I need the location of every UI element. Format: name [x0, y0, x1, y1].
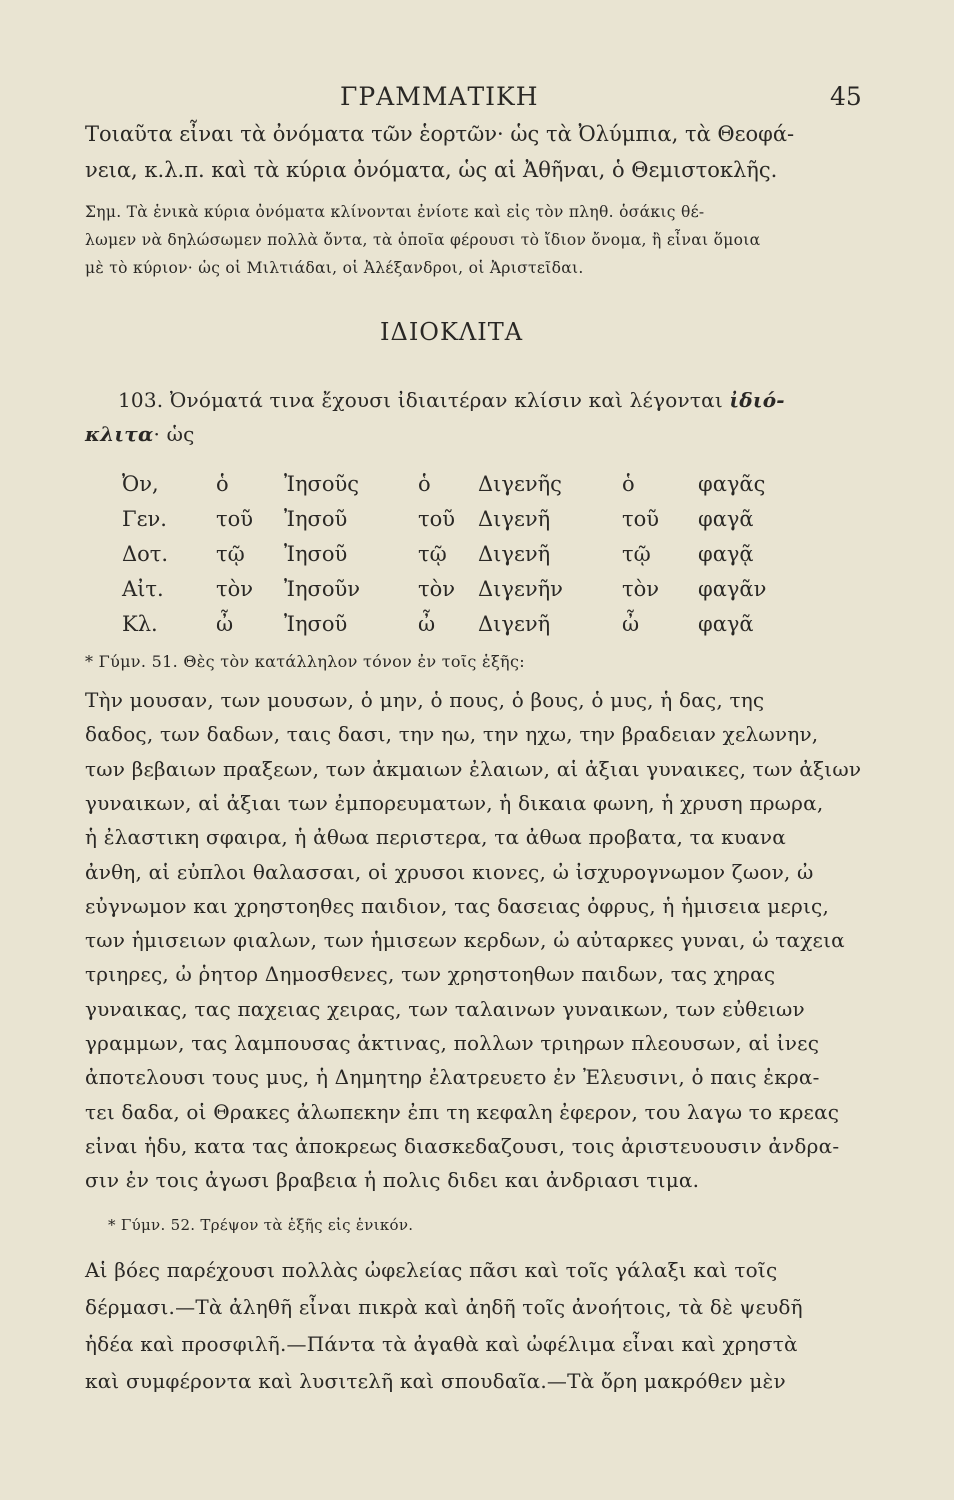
- table-cell: φαγᾶς: [698, 472, 766, 496]
- exercise-51-line: γυναικας, τας παχειας χειρας, των ταλαινων γυναικων, των εὐθειων: [85, 996, 805, 1021]
- exercise-51-line: ἀποτελουσι τους μυς, ἡ Δημητηρ ἐλατρευετο ἐν Ἐλευσινι, ὁ παις ἐκρα-: [85, 1065, 820, 1090]
- running-title: ΓΡΑΜΜΑΤΙΚΗ: [340, 82, 539, 111]
- table-cell: φαγᾶ: [698, 507, 754, 531]
- table-cell: Διγενῆ: [478, 612, 551, 636]
- table-cell: ὁ: [418, 472, 431, 496]
- table-cell: ὁ: [216, 472, 229, 496]
- table-cell: φαγᾷ: [698, 542, 754, 566]
- table-cell: Ἰησοῦς: [284, 472, 360, 496]
- note-line: μὲ τὸ κύριον· ὡς οἱ Μιλτιάδαι, οἱ Ἀλέξανδροι, οἱ Ἀριστεῖδαι.: [85, 259, 584, 277]
- exercise-51-line: εὐγνωμον και χρηστοηθες παιδιον, τας δασειας ὀφρυς, ἡ ἡμισεια μερις,: [85, 893, 830, 918]
- table-cell: Δοτ.: [122, 542, 169, 566]
- table-cell: φαγᾶν: [698, 577, 767, 601]
- note-line: Σημ. Τὰ ἑνικὰ κύρια ὀνόματα κλίνονται ἐνίοτε καὶ εἰς τὸν πληθ. ὁσάκις θέ-: [85, 203, 705, 221]
- table-cell: Ἰησοῦ: [284, 612, 348, 636]
- exercise-52-label: * Γύμν. 52. Τρέψον τὰ ἑξῆς εἰς ἑνικόν.: [108, 1216, 414, 1234]
- table-cell: Ἰησοῦ: [284, 507, 348, 531]
- table-cell: Διγενῆς: [478, 472, 562, 496]
- table-cell: Ἰησοῦν: [284, 577, 361, 601]
- exercise-51-line: γυναικων, αἱ ἀξιαι των ἐμπορευματων, ἡ δικαια φωνη, ἡ χρυση πρωρα,: [85, 790, 824, 815]
- table-row: [122, 577, 818, 612]
- paragraph-103-text: · ὡς: [153, 422, 195, 446]
- exercise-51-line: των ἡμισειων φιαλων, των ἡμισεων κερδων, ὠ αὐταρκες γυναι, ὠ ταχεια: [85, 928, 845, 953]
- table-cell: Ὀν,: [122, 472, 159, 496]
- exercise-51-line: τει δαδα, οἱ Θρακες ἀλωπεκην ἐπι τη κεφαλη ἐφερον, του λαγω το κρεας: [85, 1099, 840, 1124]
- table-row: [122, 507, 818, 542]
- intro-line: νεια, κ.λ.π. καὶ τὰ κύρια ὀνόματα, ὡς αἱ Ἀθῆναι, ὁ Θεμιστοκλῆς.: [85, 158, 778, 182]
- exercise-51-line: των βεβαιων πραξεων, των ἀκμαιων ἐλαιων, αἱ ἀξιαι γυναικες, των ἀξιων: [85, 756, 862, 781]
- table-cell: Γεν.: [122, 507, 167, 531]
- final-line: ἡδέα καὶ προσφιλῆ.—Πάντα τὰ ἀγαθὰ καὶ ὠφέλιμα εἶναι καὶ χρηστὰ: [85, 1332, 798, 1356]
- exercise-51-line: γραμμων, τας λαμπουσας ἀκτινας, πολλων τριηρων πλεουσων, αἱ ἰνες: [85, 1031, 820, 1055]
- final-line: καὶ συμφέροντα καὶ λυσιτελῆ καὶ σπουδαῖα.—Τὰ ὄρη μακρόθεν μὲν: [85, 1369, 786, 1393]
- paragraph-103-italic-term: κλιτα: [85, 422, 154, 446]
- table-cell: τὸν: [622, 577, 660, 601]
- table-cell: τῷ: [216, 542, 245, 566]
- table-cell: τοῦ: [622, 507, 660, 531]
- table-cell: Διγενῆ: [478, 507, 551, 531]
- table-cell: τοῦ: [418, 507, 456, 531]
- page-number: 45: [830, 82, 862, 111]
- table-cell: Κλ.: [122, 612, 158, 636]
- table-row: [122, 612, 818, 647]
- table-cell: Διγενῆν: [478, 577, 563, 601]
- exercise-51-line: τριηρες, ὠ ῥητορ Δημοσθενες, των χρηστοηθων παιδων, τας χηρας: [85, 962, 776, 987]
- exercise-51-label: * Γύμν. 51. Θὲς τὸν κατάλληλον τόνον ἐν τοῖς ἑξῆς:: [85, 652, 525, 671]
- table-cell: τοῦ: [216, 507, 254, 531]
- declension-table: [122, 472, 818, 647]
- exercise-51-line: ἀνθη, αἱ εὐπλοι θαλασσαι, οἱ χρυσοι κιονες, ὠ ἰσχυρογνωμον ζωον, ὠ: [85, 859, 814, 884]
- note-line: λωμεν νὰ δηλώσωμεν πολλὰ ὄντα, τὰ ὁποῖα φέρουσι τὸ ἴδιον ὄνομα, ἢ εἶναι ὅμοια: [85, 231, 761, 249]
- intro-line: Τοιαῦτα εἶναι τὰ ὀνόματα τῶν ἑορτῶν· ὡς τὰ Ὀλύμπια, τὰ Θεοφά-: [85, 122, 795, 146]
- table-cell: ὁ: [622, 472, 635, 496]
- table-cell: Αἰτ.: [122, 577, 164, 601]
- section-heading: ΙΔΙΟΚΛΙΤΑ: [380, 318, 524, 346]
- table-cell: τῷ: [418, 542, 447, 566]
- final-line: δέρμασι.—Τὰ ἀληθῆ εἶναι πικρὰ καὶ ἀηδῆ τοῖς ἀνοήτοις, τὰ δὲ ψευδῆ: [85, 1295, 803, 1319]
- table-cell: τὸν: [418, 577, 456, 601]
- table-cell: τὸν: [216, 577, 254, 601]
- exercise-51-line: σιν ἐν τοις ἀγωσι βραβεια ἡ πολις διδει και ἀνδριασι τιμα.: [85, 1168, 700, 1193]
- table-cell: Διγενῆ: [478, 542, 551, 566]
- exercise-51-line: ἡ ἐλαστικη σφαιρα, ἡ ἀθωα περιστερα, τα ἀθωα προβατα, τα κυανα: [85, 825, 786, 850]
- table-cell: ὦ: [418, 612, 436, 636]
- table-cell: φαγᾶ: [698, 612, 754, 636]
- exercise-51-line: Τὴν μουσαν, των μουσων, ὁ μην, ὁ πους, ὁ βους, ὁ μυς, ἡ δας, της: [85, 688, 765, 712]
- paragraph-103-italic: ἰδιό-: [729, 388, 785, 412]
- table-cell: Ἰησοῦ: [284, 542, 348, 566]
- table-cell: ὦ: [216, 612, 234, 636]
- final-line: Αἱ βόες παρέχουσι πολλὰς ὠφελείας πᾶσι καὶ τοῖς γάλαξι καὶ τοῖς: [85, 1258, 778, 1282]
- table-cell: ὦ: [622, 612, 640, 636]
- table-cell: τῷ: [622, 542, 651, 566]
- exercise-51-line: δαδος, των δαδων, ταις δασι, την ηω, την ηχω, την βραδειαν χελωνην,: [85, 722, 819, 747]
- exercise-51-line: εἰναι ἡδυ, κατα τας ἀποκρεως διασκεδαζουσι, τοις ἀριστευουσιν ἀνδρα-: [85, 1133, 840, 1158]
- paragraph-103-line1: [118, 388, 785, 412]
- paragraph-103-text: 103. Ὀνόματά τινα ἔχουσι ἰδιαιτέραν κλίσιν καὶ λέγονται: [118, 388, 723, 412]
- paragraph-103-line2: [85, 422, 195, 446]
- table-row: [122, 542, 818, 577]
- table-row: [122, 472, 818, 507]
